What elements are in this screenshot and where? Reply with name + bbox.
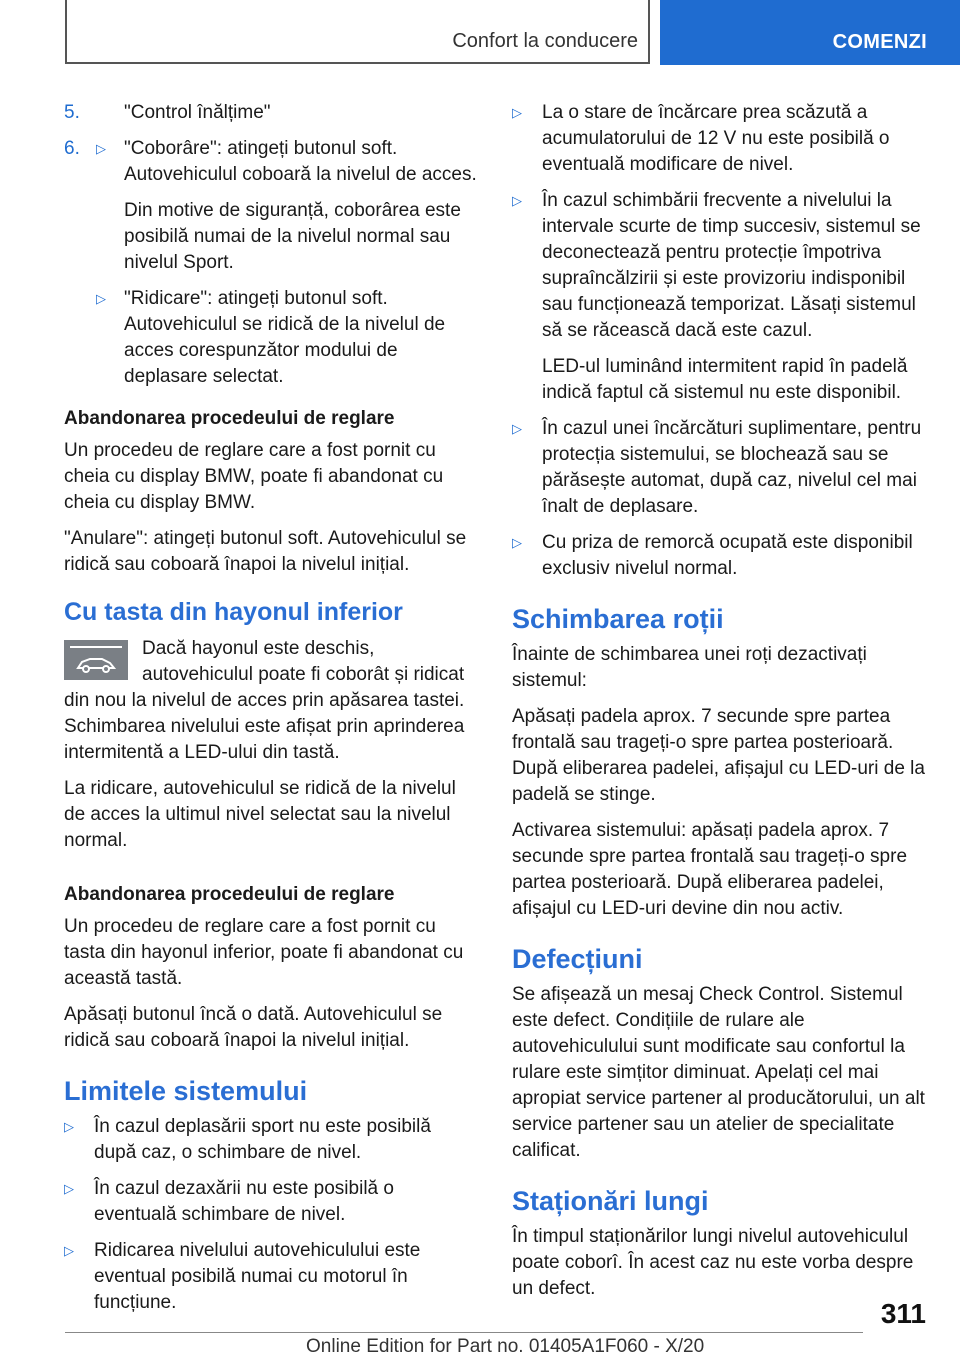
triangle-bullet-icon: ▷ (64, 1181, 74, 1196)
paragraph: Se afișează un mesaj Check Control. Sistemul este defect. Condițiile de rulare ale autovehiculului sunt modificate sau confortul la rulare este simțitor diminuat. Apelați cel mai apropiat service partener al producătorului, un alt service partener sau un atelier de specialitate calificat. (512, 984, 925, 1161)
page-footer (0, 1290, 960, 1362)
triangle-bullet-icon: ▷ (512, 421, 522, 436)
list-item-5 (64, 100, 478, 126)
item-note: LED-ul luminând intermitent rapid în padelă indică faptul că sistemul nu este disponibil. (542, 356, 908, 403)
paragraph: Apăsați padela aprox. 7 secunde spre partea frontală sau trageți-o spre partea posterioară. După eliberarea padelei, afișajul cu LED-uri de la padelă se stinge. (512, 706, 925, 805)
chapter-tab-label: COMENZI (832, 31, 927, 53)
paragraph-with-icon: Dacă hayonul este deschis, autovehiculul poate fi coborât și ridicat din nou la nivelul de acces prin apăsarea tastei. Schimbarea nivelului este afișat prin aprinderea intermitentă a LED-ului din tastă. (64, 638, 465, 763)
item-number: 5. (64, 102, 80, 123)
right-column (512, 100, 926, 1312)
paragraph: Activarea sistemului: apăsați padela aprox. 7 secunde spre partea frontală sau trageți-o spre partea posterioară. După eliberarea padelei, afișajul cu LED-uri devine din nou activ. (512, 820, 908, 919)
list-item: ▷ Ridicarea nivelului autovehiculului este eventual posibilă numai cu motorul în funcțiune. (64, 1240, 421, 1313)
heading-limits: Limitele sistemului (64, 1076, 308, 1106)
triangle-bullet-icon: ▷ (64, 1243, 74, 1258)
triangle-bullet-icon: ▷ (512, 105, 522, 120)
triangle-bullet-icon: ▷ (96, 291, 106, 306)
heading-hayon: Cu tasta din hayonul inferior (64, 598, 403, 626)
heading-wheel-change: Schimbarea roții (512, 604, 724, 634)
paragraph: Apăsați butonul încă o dată. Autovehiculul se ridică sau coboară înapoi la nivelul inițial. (64, 1004, 443, 1051)
heading-long-parking: Staționări lungi (512, 1186, 709, 1216)
car-lowering-key-icon (64, 640, 128, 680)
page-number: 311 (880, 1298, 926, 1329)
left-column (64, 100, 478, 1326)
list-item-6 (64, 136, 478, 188)
subheading-abandon-2: Abandonarea procedeului de reglare (64, 884, 395, 905)
item-note: Din motive de siguranță, coborârea este posibilă numai de la nivelul normal sau nivelul Sport. (124, 200, 461, 273)
list-subitem (64, 286, 478, 390)
list-item: ▷ În cazul deplasării sport nu este posibilă după caz, o schimbare de nivel. (64, 1116, 431, 1163)
triangle-bullet-icon: ▷ (64, 1119, 74, 1134)
triangle-bullet-icon: ▷ (512, 535, 522, 550)
chapter-tab[interactable] (660, 0, 960, 65)
list-item: ▷ În cazul unei încărcături suplimentare, pentru protecția sistemului, se blochează sau se părăsește automat, după caz, nivelul cel mai înalt de deplasare. (512, 418, 922, 517)
paragraph: Înainte de schimbarea unei roți dezactivați sistemul: (512, 644, 867, 691)
list-item: ▷ În cazul dezaxării nu este posibilă o eventuală schimbare de nivel. (64, 1178, 394, 1225)
header-border-left (65, 0, 67, 64)
item-number: 6. (64, 138, 80, 159)
footer-divider (65, 1332, 863, 1333)
list-item: ▷ Cu priza de remorcă ocupată este disponibil exclusiv nivelul normal. (512, 532, 913, 579)
section-title: Confort la conducere (452, 30, 638, 52)
paragraph: Un procedeu de reglare care a fost pornit cu tasta din hayonul inferior, poate fi abandonat cu această tastă. (64, 916, 464, 989)
paragraph: În timpul staționărilor lungi nivelul autovehiculul poate coborî. În acest caz nu este vorba despre un defect. (512, 1226, 914, 1299)
heading-defects: Defecțiuni (512, 944, 643, 974)
paragraph: Un procedeu de reglare care a fost pornit cu cheia cu display BMW, poate fi abandonat cu cheia cu display BMW. (64, 440, 444, 513)
triangle-bullet-icon: ▷ (512, 193, 522, 208)
header-border-right (648, 0, 650, 64)
edition-text: Online Edition for Part no. 01405A1F060 - X/20 (306, 1336, 705, 1357)
item-text: "Ridicare": atingeți butonul soft. Autovehiculul se ridică de la nivelul de acces corespunzător modului de deplasare selectat. (124, 288, 446, 387)
car-icon (74, 654, 118, 674)
paragraph: La ridicare, autovehiculul se ridică de la nivelul de acces la ultimul nivel selectat sau la nivelul normal. (64, 778, 456, 851)
paragraph: "Anulare": atingeți butonul soft. Autovehiculul se ridică sau coboară înapoi la nivelul inițial. (64, 528, 467, 575)
list-item: ▷ În cazul schimbării frecvente a nivelului la intervale scurte de timp succesiv, sistemul se deconectează pentru protecție împotriva supraîncălzirii și este provizoriu indisponibil sau funcționează temporizat. Lăsați sistemul să se răcească dacă este cazul. (512, 190, 921, 341)
item-text: "Control înălțime" (124, 102, 271, 123)
triangle-bullet-icon: ▷ (96, 141, 106, 156)
header-border-bottom (65, 62, 650, 64)
page-header (0, 0, 960, 66)
subheading-abandon-1: Abandonarea procedeului de reglare (64, 408, 395, 429)
item-text: "Coborâre": atingeți butonul soft. Autovehiculul coboară la nivelul de acces. (124, 138, 477, 185)
list-item: ▷ La o stare de încărcare prea scăzută a acumulatorului de 12 V nu este posibilă o eventuală modificare de nivel. (512, 102, 890, 175)
